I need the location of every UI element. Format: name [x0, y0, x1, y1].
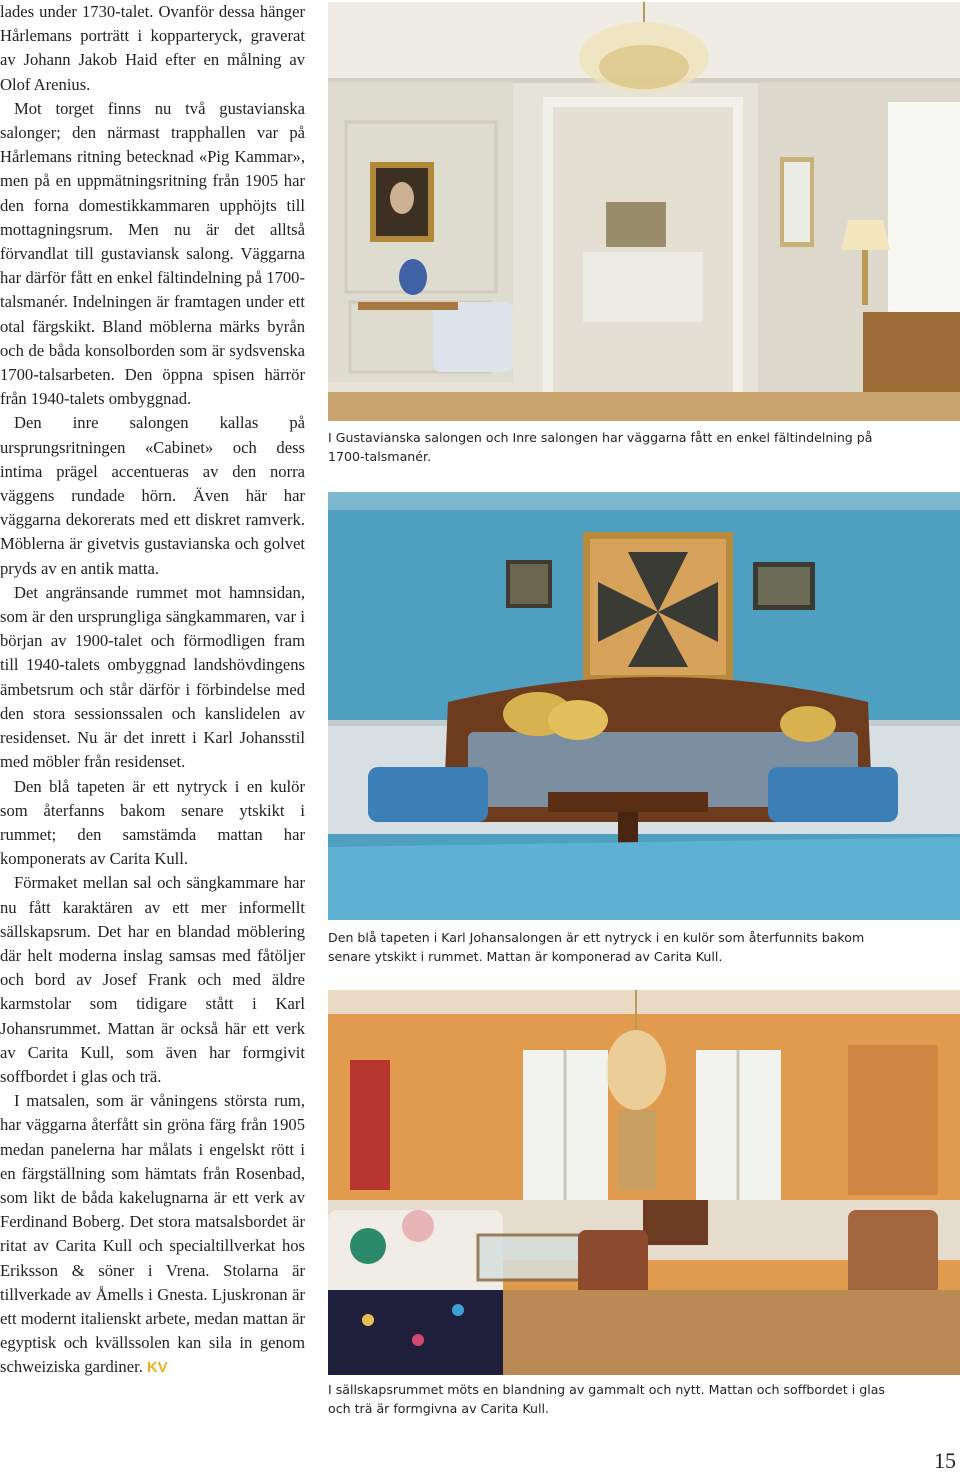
paragraph: Den inre salongen kallas på ursprungsritningen «Cabinet» och dess intima prägel accentueras av den norra väggens rundade hörn. Även här har väggarna dekorerats med ett diskret ramverk. Möblerna är givetvis gustavianska och golvet pryds av en antik matta. — [0, 413, 305, 578]
photo-social-room — [328, 990, 960, 1375]
article-body — [0, 0, 305, 1381]
page-number: 15 — [934, 1448, 956, 1473]
paragraph: Det angränsande rummet mot hamnsidan, som är den ursprungliga sängkammaren, var i början av 1900-talet och förmodligen fram till 1940-talets ombyggnad landshövdingens ämbetsrum och står därför i förbindelse med den stora sessionssalen och kanslidelen av residenset. Nu är det inrett i Karl Johansstil med möbler från residenset. — [0, 582, 305, 772]
paragraph-text: I matsalen, som är våningens största rum, har väggarna återfått sin gröna färg från 1905 medan panelerna har målats i engelskt rött i en färgställning som hämtats från Rosenbad, som likt de båda kakelugnarna är ett verk av Ferdinand Boberg. Det stora matsalsbordet är ritat av Carita Kull och specialtillverkat hos Eriksson & söner i Vrena. Stolarna är tillverkade av Åmells i Gnesta. Ljuskronan är ett modernt italienskt arbete, medan mattan är egyptisk och kvällssolen kan sila in genom schweiziska gardiner. — [0, 1091, 305, 1377]
paragraph: Förmaket mellan sal och sängkammare har nu fått karaktären av ett mer informellt sällskapsrum. Det har en blandad möblering där helt moderna inslag samsas med fåtöljer och bord av Josef Frank och med äldre karmstolar som tidigare stått i Karl Johansrummet. Mattan är också här ett verk av Carita Kull, som även har formgivit soffbordet i glas och trä. — [0, 873, 305, 1086]
author-signature: KV — [146, 1359, 168, 1377]
paragraph: Den blå tapeten är ett nytryck i en kulör som återfanns bakom senare ytskikt i rummet; den samstämda mattan har komponerats av Carita Kull. — [0, 776, 305, 869]
caption-photo-1: I Gustavianska salongen och Inre salongen har väggarna fått en enkel fältindelning på 1700-talsmanér. — [328, 430, 873, 464]
paragraph-last — [0, 1089, 305, 1380]
photo-gustavian-salon — [328, 2, 960, 421]
paragraph: Mot torget finns nu två gustavianska salonger; den närmast trapphallen var på Hårlemans ritning betecknad «Pig Kammar», men på en uppmätningsritning från 1905 har den forna domestikkammaren upphöjts till mottagningsrum. Men nu är det alltså förvandlat till gustaviansk salong. Väggarna har därför fått en enkel fältindelning på 1700-talsmanér. Indelningen är framtagen under ett otal färgskikt. Bland möblerna märks byrån och de båda konsolborden som är sydsvenska 1700-talsarbeten. Den öppna spisen härrör från 1940-talets ombyggnad. — [0, 98, 305, 409]
photo-blue-salon — [328, 492, 960, 920]
caption-photo-3: I sällskapsrummet möts en blandning av gammalt och nytt. Mattan och soffbordet i glas och trä är formgivna av Carita Kull. — [328, 1382, 885, 1416]
caption-photo-2: Den blå tapeten i Karl Johansalongen är ett nytryck i en kulör som återfunnits bakom senare ytskikt i rummet. Mattan är komponerad av Carita Kull. — [328, 930, 865, 964]
paragraph: lades under 1730-talet. Ovanför dessa hänger Hårlemans porträtt i kopparteryck, graverat av Johann Jakob Haid efter en målning av Olof Arenius. — [0, 2, 305, 94]
